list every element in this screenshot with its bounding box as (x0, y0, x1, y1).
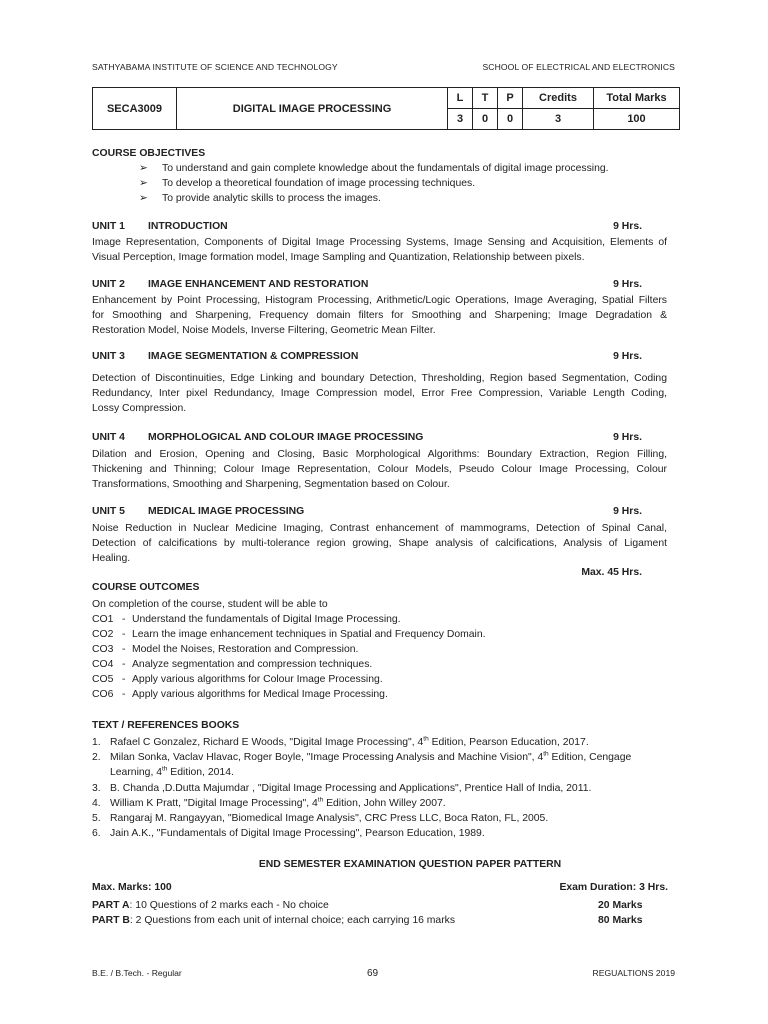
footer-program: B.E. / B.Tech. - Regular (92, 968, 182, 978)
header-t: T (473, 88, 498, 109)
exam-max-marks: Max. Marks: 100 (92, 882, 172, 893)
header-school: SCHOOL OF ELECTRICAL AND ELECTRONICS (482, 62, 675, 72)
reference-item: 5. Rangaraj M. Rangayyan, "Biomedical Image Analysis", CRC Press LLC, Boca Raton, FL, 2005. (92, 813, 549, 824)
part-b-marks: 80 Marks (598, 915, 643, 926)
unit-3-line: Redundancy, Inter pixel Redundancy, Image Compression model, Error Free Compression, Variable Length Coding, (92, 388, 667, 399)
header-p: P (498, 88, 523, 109)
reference-item: 3. B. Chanda ,D.Dutta Majumdar , "Digital Image Processing and Applications", Prentice Hall of India, 2011. (92, 783, 592, 794)
header-l: L (448, 88, 473, 109)
part-a-marks: 20 Marks (598, 900, 643, 911)
outcomes-heading: COURSE OUTCOMES (92, 582, 200, 593)
references-heading: TEXT / REFERENCES BOOKS (92, 720, 240, 731)
page-number: 69 (367, 968, 379, 979)
max-hours: Max. 45 Hrs. (581, 567, 642, 578)
outcome-item: CO2 - Learn the image enhancement techniques in Spatial and Frequency Domain. (92, 629, 486, 640)
course-code: SECA3009 (93, 88, 177, 130)
reference-item: 1. Rafael C Gonzalez, Richard E Woods, "Digital Image Processing", 4th Edition, Pearson Education, 2017. (92, 735, 589, 748)
unit-1-line: Image Representation, Components of Digital Image Processing Systems, Image Sensing and Acquisition, Elements of (92, 237, 667, 248)
reference-item: 6. Jain A.K., "Fundamentals of Digital Image Processing", Pearson Education, 1989. (92, 828, 485, 839)
footer-regulations: REGUALTIONS 2019 (592, 968, 675, 978)
reference-item: 2. Milan Sonka, Vaclav Hlavac, Roger Boyle, "Image Processing Analysis and Machine Vision", 4th Edition, Cengage (92, 750, 632, 763)
unit-5-line: Detection of calcifications by multi-tolerance region growing, Shape analysis of calcifications, Analysis of Ligament (92, 538, 667, 549)
value-credits: 3 (523, 109, 594, 130)
unit-5-line: Noise Reduction in Nuclear Medicine Imaging, Contrast enhancement of mammograms, Detection of Spinal Canal, (92, 523, 667, 534)
outcome-item: CO5 - Apply various algorithms for Colour Image Processing. (92, 674, 383, 685)
arrow-bullet-icon: ➢ (139, 163, 148, 174)
exam-heading: END SEMESTER EXAMINATION QUESTION PAPER PATTERN (258, 859, 562, 870)
objectives-heading: COURSE OBJECTIVES (92, 148, 206, 159)
reference-item: 4. William K Pratt, "Digital Image Processing", 4th Edition, John Willey 2007. (92, 796, 446, 809)
outcomes-intro: On completion of the course, student will be able to (92, 599, 328, 610)
unit-3-line: Lossy Compression. (92, 403, 187, 414)
value-l: 3 (448, 109, 473, 130)
outcome-item: CO4 - Analyze segmentation and compression techniques. (92, 659, 373, 670)
arrow-bullet-icon: ➢ (139, 193, 148, 204)
value-total-marks: 100 (594, 109, 680, 130)
unit-4-line: Thickening and Thinning; Colour Image Representation, Colour Models, Pseudo Colour Image Processing, Colour (92, 464, 667, 475)
course-title: DIGITAL IMAGE PROCESSING (177, 88, 448, 130)
unit-2-line: Restoration Model, Noise Models, Inverse Filtering, Geometric Mean Filter. (92, 325, 436, 336)
unit-2-line: Enhancement by Point Processing, Histogram Processing, Arithmetic/Logic Operations, Image Averaging, Spatial Filters (92, 295, 667, 306)
outcome-item: CO6 - Apply various algorithms for Medical Image Processing. (92, 689, 388, 700)
unit-4-line: Dilation and Erosion, Opening and Closing, Basic Morphological Algorithms: Boundary Extraction, Region Filling, (92, 449, 667, 460)
value-t: 0 (473, 109, 498, 130)
exam-part-b: PART B: 2 Questions from each unit of internal choice; each carrying 16 marks (92, 915, 456, 926)
unit-2-line: for Smoothing and Sharpening, Frequency domain filters for Smoothing and Sharpening; Image Degradation & (92, 310, 667, 321)
course-table (92, 87, 680, 130)
unit-5-line: Healing. (92, 553, 131, 564)
exam-part-a: PART A: 10 Questions of 2 marks each - No choice (92, 900, 329, 911)
unit-4-line: Transformations, Smoothing and Sharpening, Segmentation based on Colour. (92, 479, 450, 490)
header-credits: Credits (523, 88, 594, 109)
value-p: 0 (498, 109, 523, 130)
header-institute: SATHYABAMA INSTITUTE OF SCIENCE AND TECHNOLOGY (92, 62, 338, 72)
unit-3-line: Detection of Discontinuities, Edge Linking and boundary Detection, Thresholding, Region based Segmentation, Coding (92, 373, 667, 384)
unit-1-line: Visual Perception, Image formation model, Image Sampling and Quantization, Relationship between pixels. (92, 252, 585, 263)
reference-item-continued: Learning, 4th Edition, 2014. (110, 765, 234, 778)
outcome-item: CO3 - Model the Noises, Restoration and Compression. (92, 644, 359, 655)
header-total-marks: Total Marks (594, 88, 680, 109)
outcome-item: CO1 - Understand the fundamentals of Digital Image Processing. (92, 614, 401, 625)
arrow-bullet-icon: ➢ (139, 178, 148, 189)
exam-duration: Exam Duration: 3 Hrs. (559, 882, 668, 893)
